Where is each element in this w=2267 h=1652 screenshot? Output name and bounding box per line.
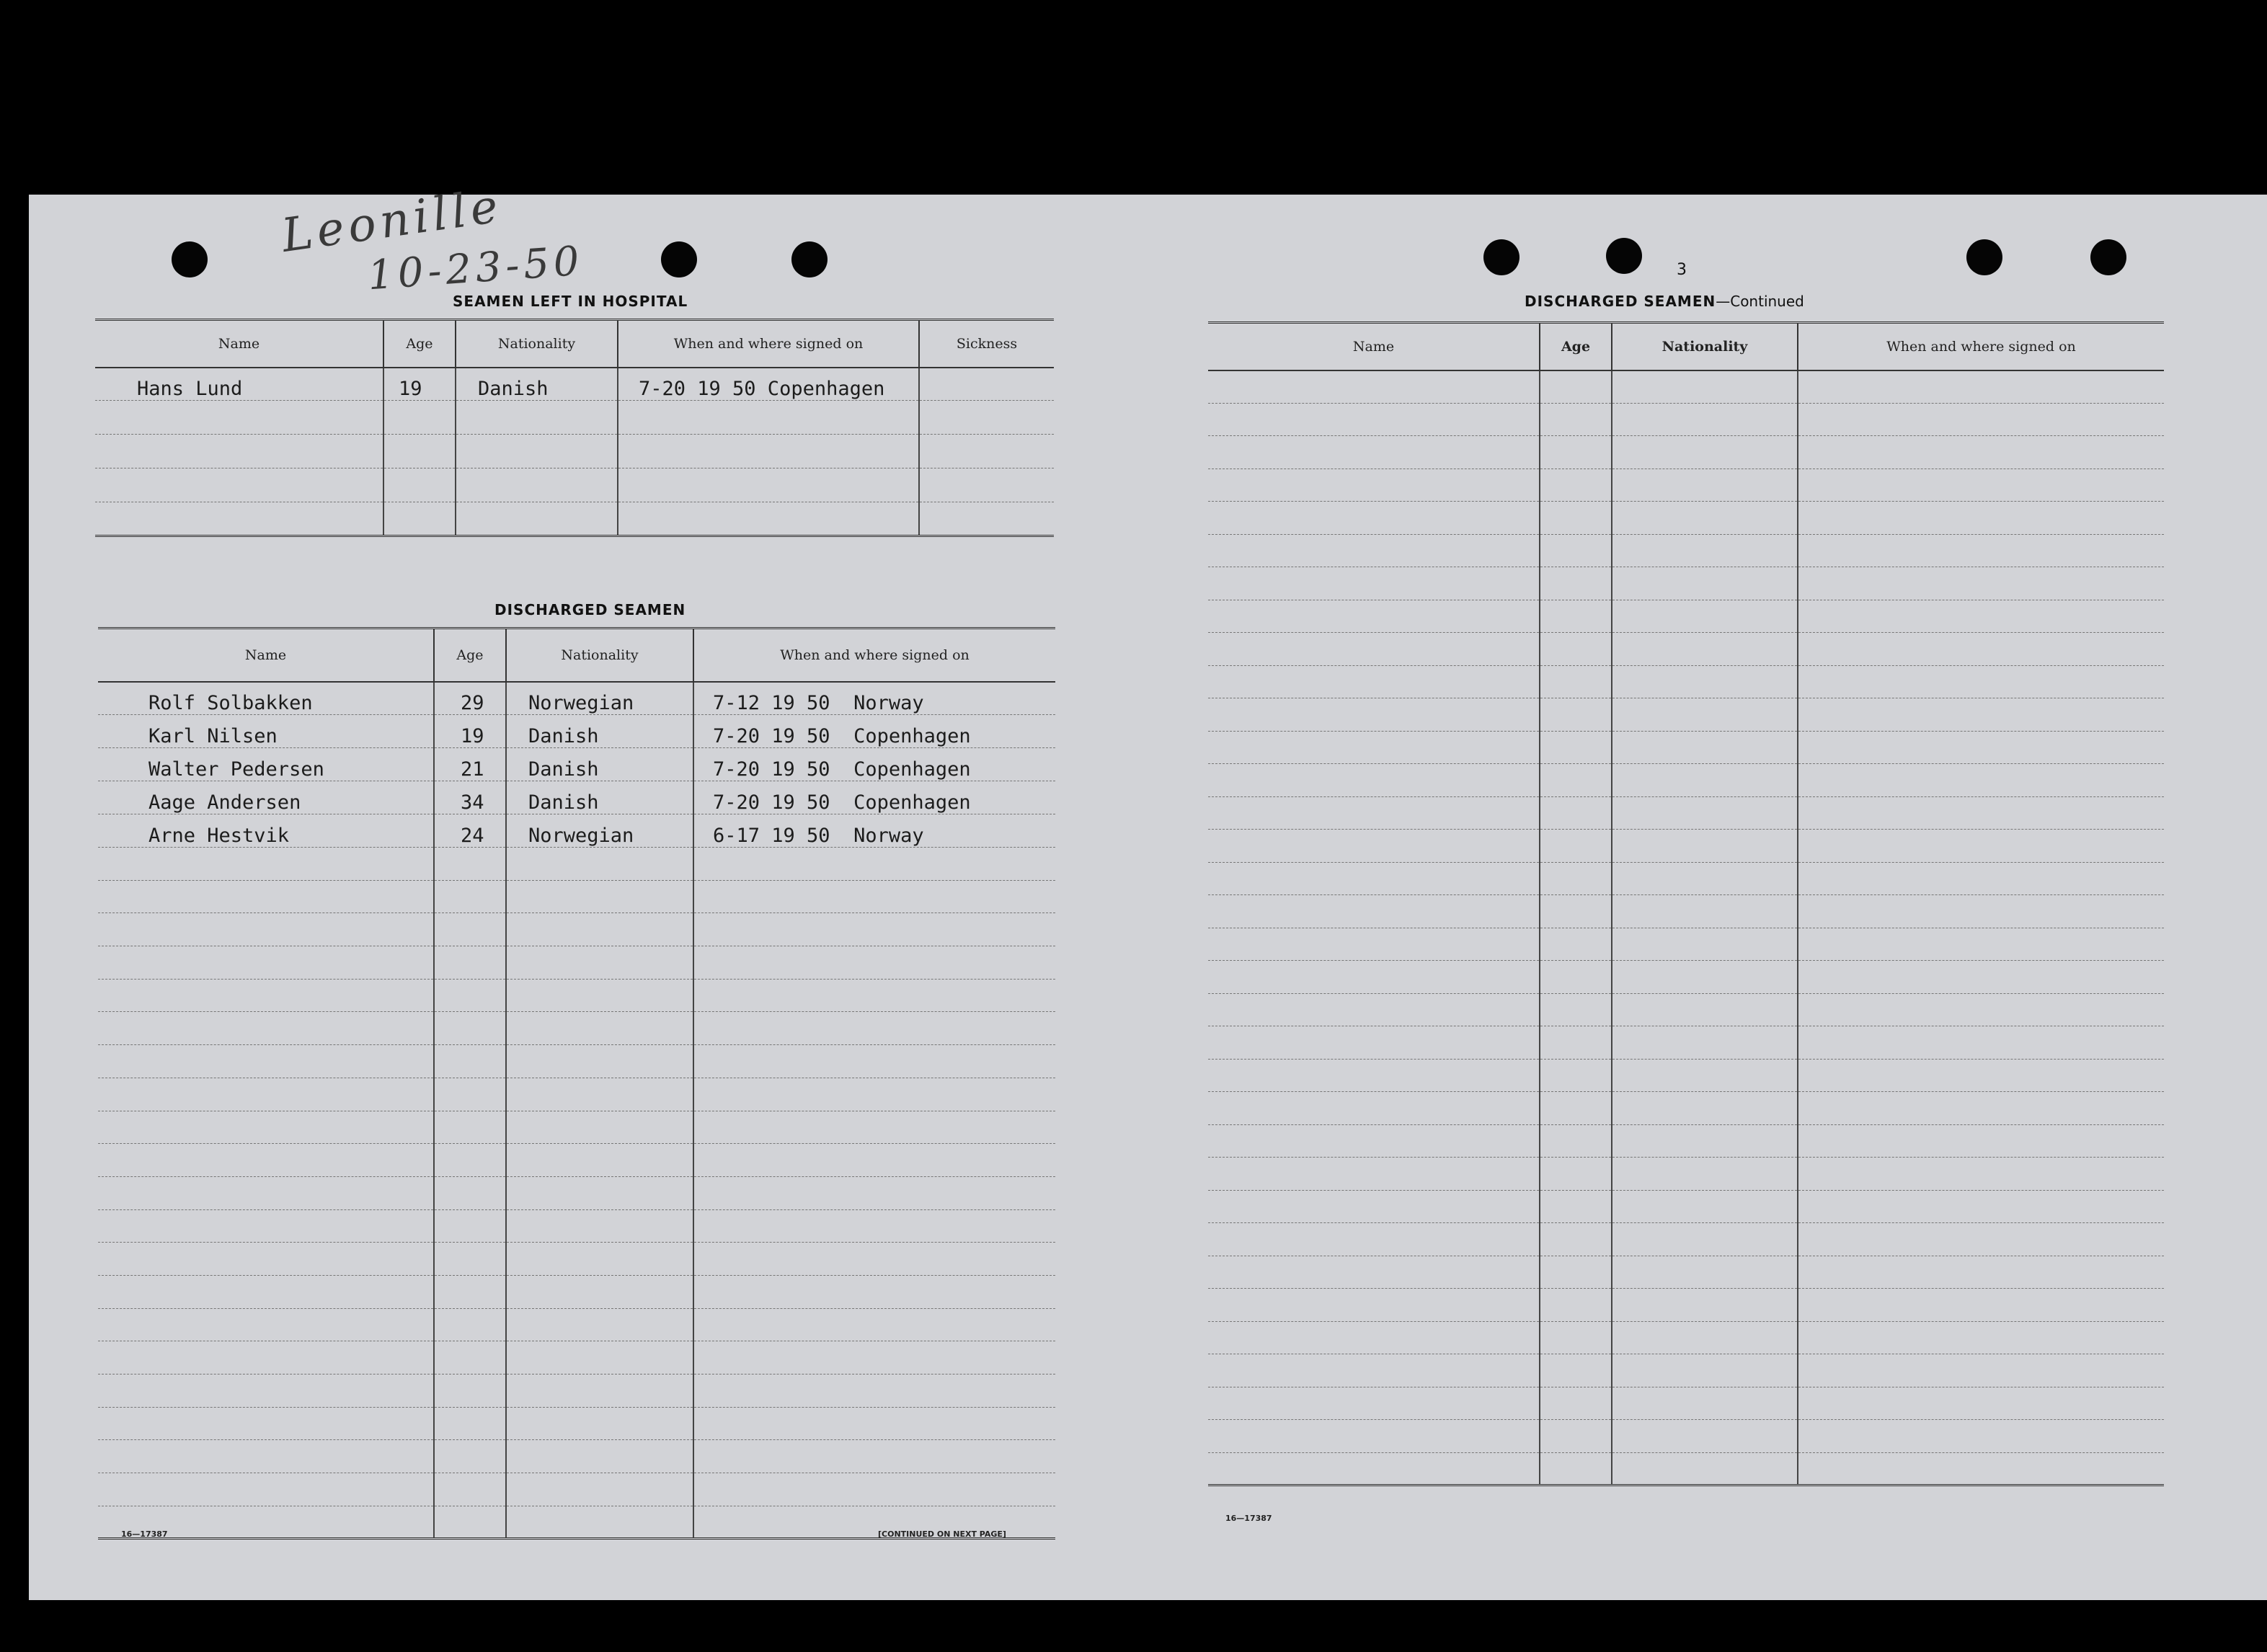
cell-signed-on: 7-20 19 50 Copenhagen: [618, 368, 919, 401]
cell-age: 24: [434, 814, 506, 848]
col-header-sickness: Sickness: [919, 320, 1054, 368]
table-row: [1208, 1420, 2164, 1453]
cell-age: 34: [434, 781, 506, 814]
table-row: [1208, 436, 2164, 469]
table-row: [1208, 468, 2164, 502]
table-row: [98, 781, 1055, 814]
table-row: [98, 715, 1055, 748]
col-header-nationality: Nationality: [456, 320, 618, 368]
table-row: [98, 1407, 1055, 1440]
table-row: [1208, 698, 2164, 732]
cell-age: 19: [383, 368, 456, 401]
punch-hole: [661, 241, 697, 277]
cell-name: Walter Pedersen: [98, 748, 434, 781]
col-header-name: Name: [98, 629, 434, 682]
col-header-age: Age: [434, 629, 506, 682]
table-row: [98, 1275, 1055, 1308]
cell-age: 21: [434, 748, 506, 781]
table-row: [1208, 796, 2164, 830]
table-row: [1208, 993, 2164, 1026]
handwritten-date: 10-23-50: [366, 237, 585, 300]
page-number: 3: [1677, 261, 1687, 279]
table-row: [1208, 370, 2164, 404]
table-row: [98, 1111, 1055, 1144]
punch-hole: [172, 241, 208, 277]
table-row: [1208, 928, 2164, 961]
punch-hole: [2090, 239, 2126, 275]
table-row: [98, 913, 1055, 946]
table-row: [1208, 1026, 2164, 1060]
table-row: [1208, 1387, 2164, 1420]
discharged-table: [98, 627, 1055, 1540]
table-row: [1208, 600, 2164, 633]
table-row: [1208, 1354, 2164, 1387]
table-row: [1208, 534, 2164, 567]
table-row: [1208, 764, 2164, 797]
punch-hole: [1606, 238, 1642, 274]
col-header-signed-on: When and where signed on: [693, 629, 1055, 682]
form-number-left: 16—17387: [121, 1529, 168, 1539]
col-header-age: Age: [383, 320, 456, 368]
col-header-name: Name: [95, 320, 383, 368]
table-row: [98, 848, 1055, 881]
table-row: [1208, 567, 2164, 600]
table-row: [98, 1176, 1055, 1209]
cell-signed-on: 7-12 19 50 Norway: [693, 682, 1055, 715]
table-row: [1208, 1289, 2164, 1322]
cell-signed-on: 7-20 19 50 Copenhagen: [693, 748, 1055, 781]
table-row: [1208, 502, 2164, 535]
cell-nationality: Danish: [456, 368, 618, 401]
table-row: [1208, 1321, 2164, 1354]
table-row: [1208, 1158, 2164, 1191]
table-row: [98, 1473, 1055, 1506]
continued-note: [CONTINUED ON NEXT PAGE]: [878, 1529, 1006, 1539]
table-row: [98, 946, 1055, 980]
table-row: [98, 1440, 1055, 1473]
punch-hole: [1966, 239, 2002, 275]
discharged-continued-title: DISCHARGED SEAMEN—Continued: [1525, 293, 1804, 310]
col-header-signed-on: When and where signed on: [1798, 323, 2164, 370]
table-row: [98, 979, 1055, 1012]
table-row: [1208, 895, 2164, 928]
cell-sickness: [919, 368, 1054, 401]
table-row: [98, 1375, 1055, 1408]
cell-name: Aage Andersen: [98, 781, 434, 814]
table-row: [1208, 633, 2164, 666]
table-row: [1208, 830, 2164, 863]
cell-nationality: Norwegian: [506, 814, 693, 848]
table-row: [1208, 1059, 2164, 1092]
cell-nationality: Danish: [506, 748, 693, 781]
table-row: [98, 1045, 1055, 1078]
table-row: [98, 682, 1055, 715]
table-row: [1208, 731, 2164, 764]
table-row: [1208, 1223, 2164, 1256]
discharged-continued-table: [1208, 321, 2164, 1486]
table-row: [98, 1209, 1055, 1243]
col-header-age: Age: [1540, 323, 1612, 370]
table-row: [1208, 1256, 2164, 1289]
handwritten-ship-name: Leonille: [278, 179, 506, 264]
table-row: [98, 1308, 1055, 1341]
table-row: [1208, 1190, 2164, 1223]
punch-hole: [1483, 239, 1520, 275]
cell-signed-on: 6-17 19 50 Norway: [693, 814, 1055, 848]
table-row: [98, 748, 1055, 781]
table-row: [1208, 961, 2164, 994]
cell-name: Arne Hestvik: [98, 814, 434, 848]
cell-nationality: Danish: [506, 715, 693, 748]
table-row: [95, 368, 1054, 401]
cell-name: Hans Lund: [95, 368, 383, 401]
discharged-section-title: DISCHARGED SEAMEN: [494, 601, 686, 618]
table-row: [98, 1144, 1055, 1177]
cell-age: 29: [434, 682, 506, 715]
col-header-nationality: Nationality: [1612, 323, 1798, 370]
table-row: [1208, 862, 2164, 895]
col-header-signed-on: When and where signed on: [618, 320, 919, 368]
col-header-nationality: Nationality: [506, 629, 693, 682]
cell-age: 19: [434, 715, 506, 748]
cell-name: Karl Nilsen: [98, 715, 434, 748]
table-row: [1208, 1452, 2164, 1486]
cell-nationality: Norwegian: [506, 682, 693, 715]
punch-hole: [791, 241, 828, 277]
cell-signed-on: 7-20 19 50 Copenhagen: [693, 781, 1055, 814]
table-row: [1208, 665, 2164, 698]
col-header-name: Name: [1208, 323, 1540, 370]
form-number-right: 16—17387: [1225, 1514, 1272, 1523]
hospital-table: [95, 319, 1054, 537]
hospital-section-title: SEAMEN LEFT IN HOSPITAL: [453, 293, 688, 310]
cell-signed-on: 7-20 19 50 Copenhagen: [693, 715, 1055, 748]
table-row: [98, 880, 1055, 913]
table-row: [98, 1341, 1055, 1375]
cell-name: Rolf Solbakken: [98, 682, 434, 715]
table-row: [1208, 403, 2164, 436]
cell-nationality: Danish: [506, 781, 693, 814]
table-row: [1208, 1124, 2164, 1158]
form-sheet: [29, 179, 2267, 1600]
table-row: [98, 1078, 1055, 1111]
table-row: [98, 1243, 1055, 1276]
table-row: [1208, 1092, 2164, 1125]
table-row: [98, 1012, 1055, 1045]
table-row: [98, 814, 1055, 848]
